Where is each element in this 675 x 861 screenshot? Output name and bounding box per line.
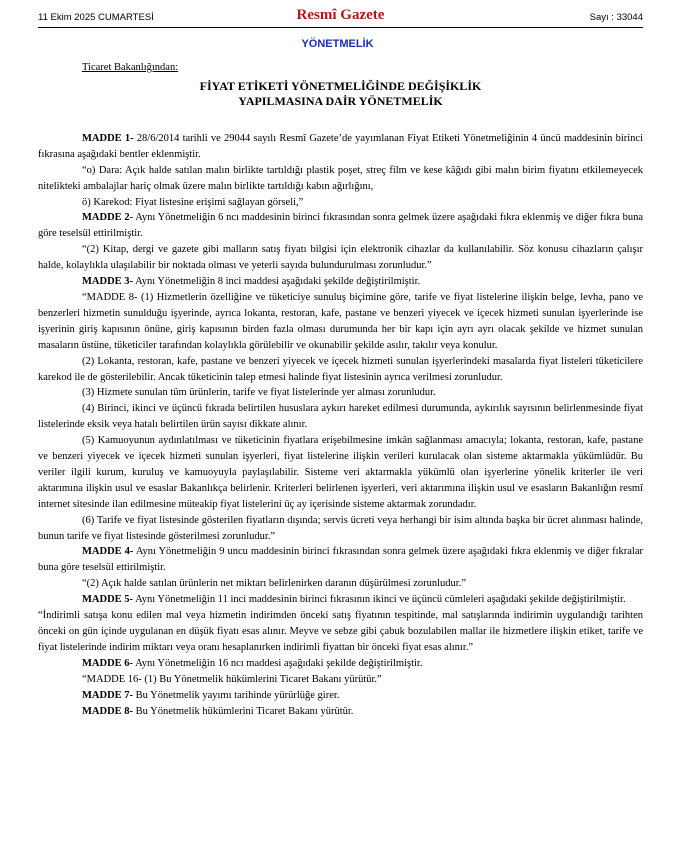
article-text-paragraph bbox=[38, 513, 643, 545]
article-paragraph bbox=[38, 656, 643, 672]
article-text: Bu Yönetmelik yayımı tarihinde yürürlüğe girer. bbox=[133, 689, 340, 701]
article-text-paragraph bbox=[38, 354, 643, 386]
article-number: MADDE 6- bbox=[82, 657, 134, 669]
article-number: MADDE 4- bbox=[82, 546, 134, 558]
article-paragraph bbox=[38, 688, 643, 704]
article-text: Bu Yönetmelik hükümlerini Ticaret Bakanı yürütür. bbox=[133, 705, 354, 717]
article-paragraph bbox=[38, 274, 643, 290]
title-spacer bbox=[38, 109, 643, 131]
article-paragraph bbox=[38, 704, 643, 720]
article-paragraph bbox=[38, 544, 643, 576]
document-title-line-1: FİYAT ETİKETİ YÖNETMELİĞİNDE DEĞİŞİKLİK bbox=[199, 78, 482, 93]
section-heading: YÖNETMELİK bbox=[301, 38, 374, 50]
article-paragraph bbox=[38, 210, 643, 242]
article-text-paragraph bbox=[38, 290, 643, 354]
article-text-paragraph bbox=[38, 433, 643, 513]
article-text: “MADDE 8- (1) Hizmetlerin özelliğine ve tüketiciye sunuluş biçimine göre, tarife ve fiyat listelerine ilişkin belge, levha, pano ve benzerleri hizmetin sunulduğu işyerinde, ayrıca lokanta, restoran, kafe, pastane ve benzeri yiyecek ve içecek hizmeti sunulan işyerlerinde ise işyerinin giriş kapısının önüne, giriş kapısının birden fazla olması durumunda her bir kapı için ayrı ayrı olacak şekilde ve hizmet sunulan masaların üstüne, tüketiciler tarafından kolaylıkla görülebilir ve okunabilir şekilde asılır, takılır veya konulur. bbox=[38, 291, 643, 351]
header-divider bbox=[38, 27, 643, 28]
article-number: MADDE 8- bbox=[82, 705, 134, 717]
article-text: “MADDE 16- (1) Bu Yönetmelik hükümlerini Ticaret Bakanı yürütür.” bbox=[82, 673, 382, 685]
article-text: Aynı Yönetmeliğin 9 uncu maddesinin birinci fıkrasından sonra gelmek üzere aşağıdaki fıkra eklenmiş ve diğer fıkralar buna göre teselsül ettirilmiştir. bbox=[38, 546, 643, 574]
article-text: “o) Dara: Açık halde satılan malın birlikte tartıldığı plastik poşet, streç film ve kese kâğıdı gibi malın birim fiyatını etkilemeyecek nitelikteki ambalajlar hariç olmak üzere malın birlikte tartıldığı kabın ağırlığını, bbox=[38, 164, 643, 192]
article-text: (5) Kamuoyunun aydınlatılması ve tüketicinin fiyatlara erişebilmesine imkân sağlanması amacıyla; lokanta, restoran, kafe, pastane ve benzeri yiyecek ve içecek hizmeti sunulan işyerleri, fiyat listelerine ilişkin verileri kurulacak olan sisteme aktarmakla yükümlüdür. Bu veriler ilgili kurum, kuruluş ve kamuoyuyla paylaşılabilir. Sisteme veri aktarmakla yükümlü olan işyerlerine yönelik kriterler ile veri aktarımına ilişkin usul ve esaslar Bakanlıkça belirlenir. Kriterleri belirlenen işyerleri, veri aktarımına ilişkin usul ve esasların Bakanlığın resmî internet sitesinde ilan edilmesine müteakip fiyat listelerini üç ay içerisinde sisteme aktarmak zorundadır. bbox=[38, 435, 643, 510]
article-text: “İndirimli satışa konu edilen mal veya hizmetin indirimden önceki satış fiyatının tespitinde, mal satışlarında indirimin uygulandığı tarihten önceki on gün içinde uygulanan en düşük fiyatı esas alınır. Meyve ve sebze gibi çabuk bozulabilen mallar ile hizmetlere ilişkin etiket, tarife ve fiyat listelerinde indirim miktarı veya oranı hesaplanırken indirimli fiyattan bir önceki fiyat esas alınır.” bbox=[38, 610, 643, 653]
article-list bbox=[38, 131, 643, 720]
document-title-line-2: YAPILMASINA DAİR YÖNETMELİK bbox=[238, 93, 443, 108]
article-text-paragraph bbox=[38, 672, 643, 688]
header-date: 11 Ekim 2025 CUMARTESİ bbox=[38, 12, 154, 23]
issue-number: Sayı : 33044 bbox=[589, 12, 643, 23]
article-text: ö) Karekod: Fiyat listesine erişimi sağlayan görseli,” bbox=[82, 196, 304, 208]
article-text-paragraph bbox=[38, 163, 643, 195]
article-paragraph bbox=[38, 592, 643, 608]
article-text: (2) Lokanta, restoran, kafe, pastane ve benzeri yiyecek ve içecek hizmeti sunulan işyerlerindeki masalarda fiyat listeleri tüketicilere karekod ile de gösterilebilir. Ancak tüketicinin talep etmesi halinde fiyat listesinin ayrıca verilmesi zorunludur. bbox=[38, 355, 643, 383]
article-number: MADDE 2- bbox=[82, 212, 134, 224]
article-number: MADDE 1- bbox=[82, 132, 134, 144]
article-paragraph bbox=[38, 131, 643, 163]
gazette-title: Resmî Gazete bbox=[296, 7, 385, 23]
article-text: Aynı Yönetmeliğin 16 ncı maddesi aşağıdaki şekilde değiştirilmiştir. bbox=[133, 657, 423, 669]
article-text-paragraph bbox=[38, 195, 643, 211]
article-text-paragraph bbox=[38, 576, 643, 592]
document-body bbox=[38, 60, 643, 719]
article-number: MADDE 3- bbox=[82, 276, 134, 288]
article-text: “(2) Açık halde satılan ürünlerin net miktarı belirlenirken daranın düşürülmesi zorunludur.” bbox=[82, 578, 467, 590]
article-text-paragraph bbox=[38, 608, 643, 656]
article-text: Aynı Yönetmeliğin 8 inci maddesi aşağıdaki şekilde değiştirilmiştir. bbox=[133, 276, 421, 288]
article-text: (6) Tarife ve fiyat listesinde gösterilen fiyatların dışında; servis ücreti veya herhangi bir isim altında başka bir ücret alınması halinde, bunun tarife ve fiyat listesinde gösterilmesi zorunludur.” bbox=[38, 514, 643, 542]
article-text-paragraph bbox=[38, 242, 643, 274]
article-text: Aynı Yönetmeliğin 6 ncı maddesinin birinci fıkrasından sonra gelmek üzere aşağıdaki fıkra eklenmiş ve diğer fıkra buna göre teselsül ettirilmiştir. bbox=[38, 212, 643, 240]
article-text-paragraph bbox=[38, 401, 643, 433]
article-text-paragraph bbox=[38, 385, 643, 401]
article-number: MADDE 7- bbox=[82, 689, 134, 701]
article-text: (3) Hizmete sunulan tüm ürünlerin, tarife ve fiyat listelerinde yer alması zorunludur. bbox=[82, 387, 436, 399]
article-text: “(2) Kitap, dergi ve gazete gibi malların satış fiyatı bilgisi için elektronik cihazlar da kullanılabilir. Söz konusu cihazların çalışır halde, kolaylıkla ulaşılabilir bir noktada olması ve yeterli sayıda bulundurulması zorunludur.” bbox=[38, 244, 643, 272]
article-text: 28/6/2014 tarihli ve 29044 sayılı Resmî Gazete’de yayımlanan Fiyat Etiketi Yönetmeliğinin 4 üncü maddesinin birinci fıkrasına aşağıdaki bentler eklenmiştir. bbox=[38, 132, 643, 160]
article-text: Aynı Yönetmeliğin 11 inci maddesinin birinci fıkrasının ikinci ve üçüncü cümleleri aşağıdaki şekilde değiştirilmiştir. bbox=[133, 594, 626, 606]
article-text: (4) Birinci, ikinci ve üçüncü fıkrada belirtilen hususlara aykırı hareket edilmesi durumunda, aykırılık sayısının belirlenmesinde fiyat listelerinde eksik veya hatalı belirtilen ürün sayısı dikkate alınır. bbox=[38, 403, 643, 431]
issuing-ministry: Ticaret Bakanlığından: bbox=[82, 62, 179, 73]
article-number: MADDE 5- bbox=[82, 594, 134, 606]
